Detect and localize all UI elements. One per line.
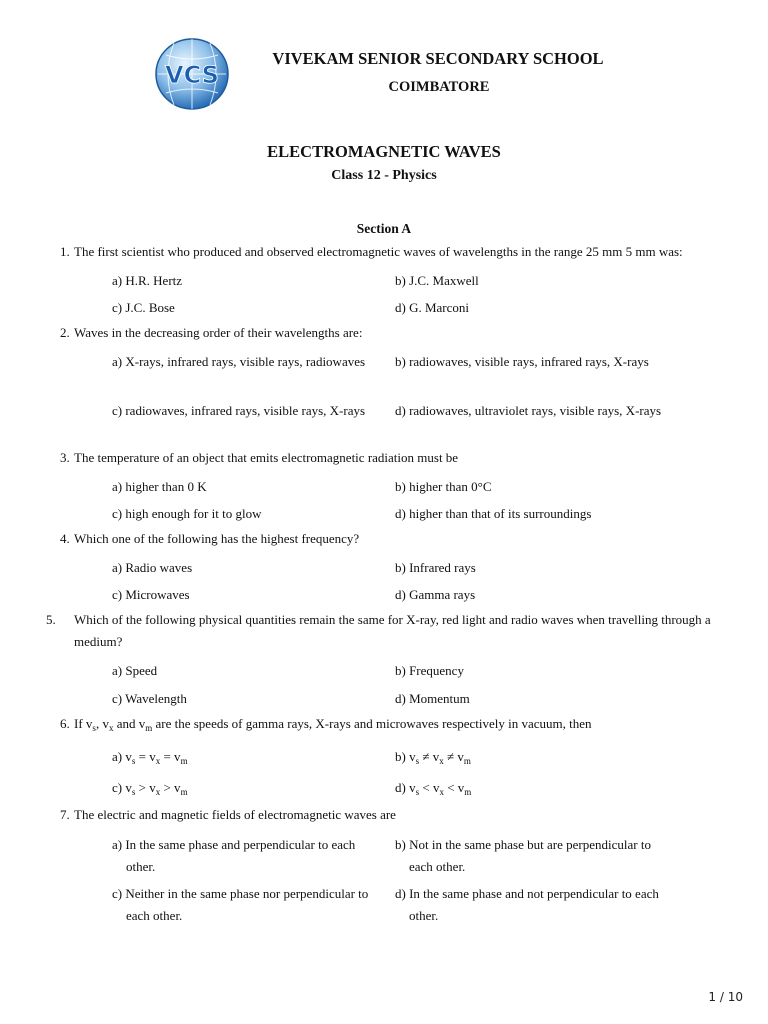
- option-d: d) Gamma rays: [395, 587, 476, 602]
- question-number: 7.: [60, 807, 70, 822]
- document-subtitle: Class 12 - Physics: [331, 168, 437, 183]
- option-c: c) Wavelength: [112, 691, 187, 706]
- question-number: 4.: [60, 531, 70, 546]
- question-text: Which of the following physical quantities remain the same for X-ray, red light and radio waves when travelling through a medium?: [74, 612, 711, 649]
- option-d: d) Momentum: [395, 691, 470, 706]
- option-a: a) Speed: [112, 663, 158, 678]
- question-4: [60, 528, 735, 550]
- section-heading: Section A: [356, 221, 412, 236]
- question-3: [60, 447, 735, 469]
- question-number: 6.: [60, 716, 70, 731]
- option-b: b) radiowaves, visible rays, infrared rays, X-rays: [395, 354, 649, 369]
- question-5: [46, 609, 735, 653]
- option-b: b) Infrared rays: [395, 560, 476, 575]
- option-d: d) In the same phase and not perpendicular to each other.: [395, 886, 659, 923]
- question-number: 2.: [60, 325, 70, 340]
- option-b: b) Not in the same phase but are perpendicular to each other.: [395, 837, 651, 874]
- option-a: a) H.R. Hertz: [112, 273, 183, 288]
- option-c: c) high enough for it to glow: [112, 506, 262, 521]
- question-text: Which one of the following has the highest frequency?: [74, 531, 360, 546]
- question-text: Waves in the decreasing order of their wavelengths are:: [74, 325, 363, 340]
- question-6: [60, 713, 735, 735]
- option-c: c) radiowaves, infrared rays, visible rays, X-rays: [112, 403, 366, 418]
- question-number: 1.: [60, 244, 70, 259]
- question-text: The electric and magnetic fields of electromagnetic waves are: [74, 807, 396, 822]
- option-d: d) higher than that of its surroundings: [395, 506, 592, 521]
- option-d: d) radiowaves, ultraviolet rays, visible rays, X-rays: [395, 403, 662, 418]
- document-title: ELECTROMAGNETIC WAVES: [267, 142, 501, 161]
- option-a: a) Radio waves: [112, 560, 193, 575]
- option-b: b) $v_s \ne v_x \ne v_m$: [395, 749, 471, 766]
- option-d: d) $v_s < v_x < v_m$: [395, 780, 472, 797]
- option-d: d) G. Marconi: [395, 300, 470, 315]
- question-2: [60, 322, 735, 344]
- option-a: a) higher than 0 K: [112, 479, 207, 494]
- option-c: c) J.C. Bose: [112, 300, 175, 315]
- question-number: 3.: [60, 450, 70, 465]
- question-7: [60, 804, 735, 826]
- option-b: b) higher than 0°C: [395, 479, 492, 494]
- question-number: 5.: [46, 612, 56, 627]
- question-text: The temperature of an object that emits electromagnetic radiation must be: [74, 450, 459, 465]
- option-c: c) $v_s > v_x > v_m$: [112, 780, 188, 797]
- school-name: VIVEKAM SENIOR SECONDARY SCHOOL: [272, 49, 604, 68]
- option-a: a) X-rays, infrared rays, visible rays, radiowaves: [112, 354, 366, 369]
- option-c: c) Microwaves: [112, 587, 190, 602]
- page-indicator: 1 / 10: [708, 990, 743, 1004]
- option-b: b) J.C. Maxwell: [395, 273, 479, 288]
- option-b: b) Frequency: [395, 663, 464, 678]
- option-a: a) In the same phase and perpendicular to each other.: [112, 837, 356, 874]
- option-a: a) $v_s = v_x = v_m$: [112, 749, 188, 766]
- option-c: c) Neither in the same phase nor perpendicular to each other.: [112, 886, 369, 923]
- question-text: The first scientist who produced and observed electromagnetic waves of wavelengths in the range 25 mm 5 mm was:: [74, 244, 683, 259]
- question-text: If $v_s$, $v_x$ and $v_m$ are the speeds of gamma rays, X-rays and microwaves respectively in vacuum, then: [74, 716, 592, 733]
- school-city: COIMBATORE: [388, 79, 490, 95]
- question-1: [60, 241, 735, 263]
- svg-text:VCS: VCS: [165, 61, 219, 89]
